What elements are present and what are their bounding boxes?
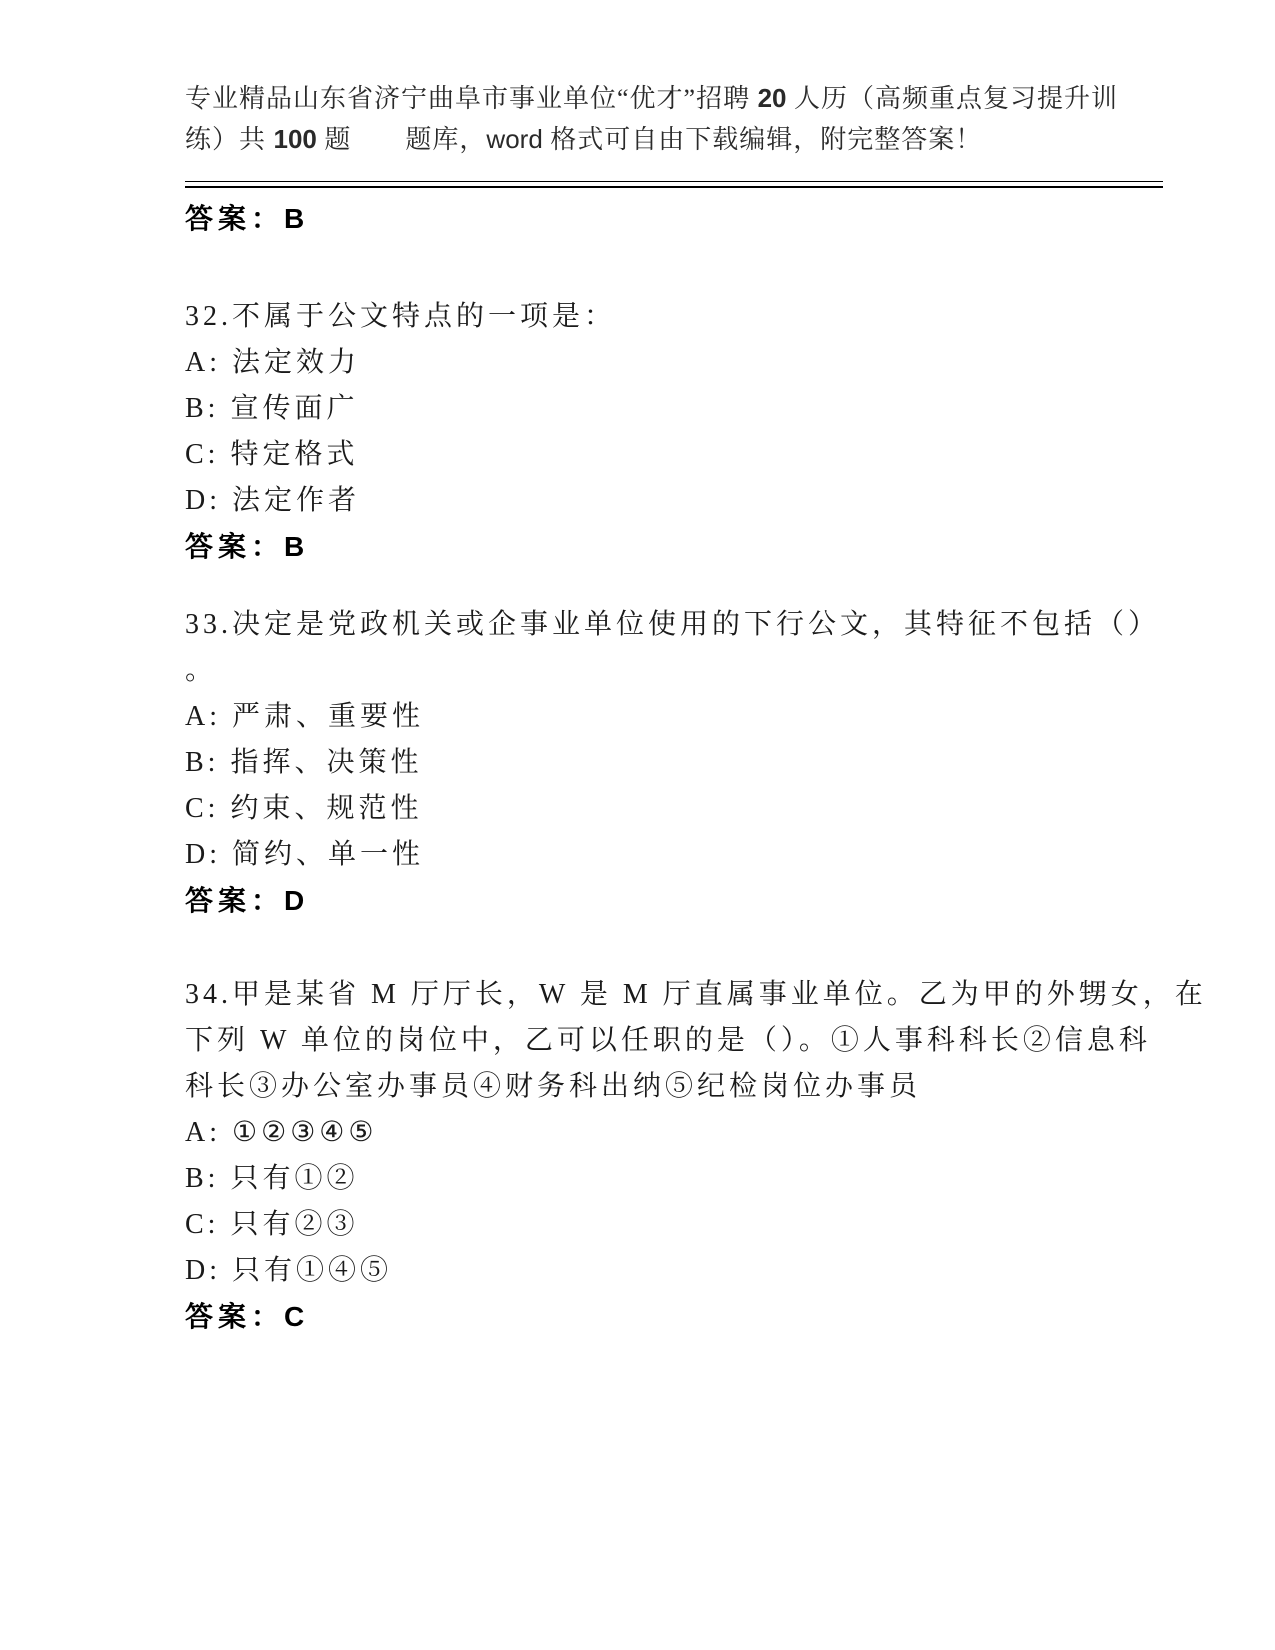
question-32-option-c: C: 特定格式 (185, 439, 359, 470)
header-title-line1 (185, 78, 1165, 119)
header-title-line2-text: 练）共 (185, 125, 274, 154)
question-32-answer: 答案：B (185, 531, 310, 562)
question-33 (185, 602, 1165, 924)
header-title-line1-text: 专业精品山东省济宁曲阜市事业单位“优才”招聘 (185, 84, 758, 113)
question-34-option-a: A: ①②③④⑤ (185, 1117, 378, 1148)
question-33-option-a: A: 严肃、重要性 (185, 701, 425, 732)
question-32-text: 32.不属于公文特点的一项是： (185, 301, 617, 332)
header-title-line2-tail: 格式可自由下载编辑，附完整答案！ (542, 125, 983, 154)
previous-question-answer: 答案：B (185, 203, 310, 234)
question-33-text-line2: 。 (185, 655, 218, 686)
question-34-text-line1: 34.甲是某省 M 厅厅长，W 是 M 厅直属事业单位。乙为甲的外甥女，在 (185, 979, 1207, 1010)
document-page (185, 78, 1207, 1340)
question-32 (185, 294, 1165, 570)
question-32-option-b: B: 宣传面广 (185, 393, 359, 424)
question-34-answer: 答案：C (185, 1301, 310, 1332)
question-33-answer: 答案：D (185, 885, 310, 916)
header-separator-rule (185, 181, 1163, 188)
question-33-option-d: D: 简约、单一性 (185, 839, 425, 870)
question-34-option-b: B: 只有①② (185, 1163, 359, 1194)
word-format-label: word (486, 124, 543, 154)
header-title-line2 (185, 119, 1165, 160)
question-33-option-c: C: 约束、规范性 (185, 793, 423, 824)
question-32-option-d: D: 法定作者 (185, 485, 361, 516)
question-33-option-b: B: 指挥、决策性 (185, 747, 423, 778)
question-34-option-c: C: 只有②③ (185, 1209, 359, 1240)
question-count: 100 (273, 124, 317, 154)
question-34-option-d: D: 只有①④⑤ (185, 1255, 393, 1286)
header-title-line2-mid: 题 题库， (316, 125, 487, 154)
page-header (185, 78, 1165, 188)
question-34-text-line2: 下列 W 单位的岗位中，乙可以任职的是（）。①人事科科长②信息科 (185, 1025, 1151, 1056)
question-33-text-line1: 33.决定是党政机关或企事业单位使用的下行公文，其特征不包括（） (185, 609, 1161, 640)
question-34-text-line3: 科长③办公室办事员④财务科出纳⑤纪检岗位办事员 (185, 1071, 922, 1102)
recruit-count: 20 (757, 83, 787, 113)
header-title-line1-tail: 人历（高频重点复习提升训 (786, 84, 1119, 113)
question-34 (185, 972, 1207, 1340)
question-32-option-a: A: 法定效力 (185, 347, 361, 378)
